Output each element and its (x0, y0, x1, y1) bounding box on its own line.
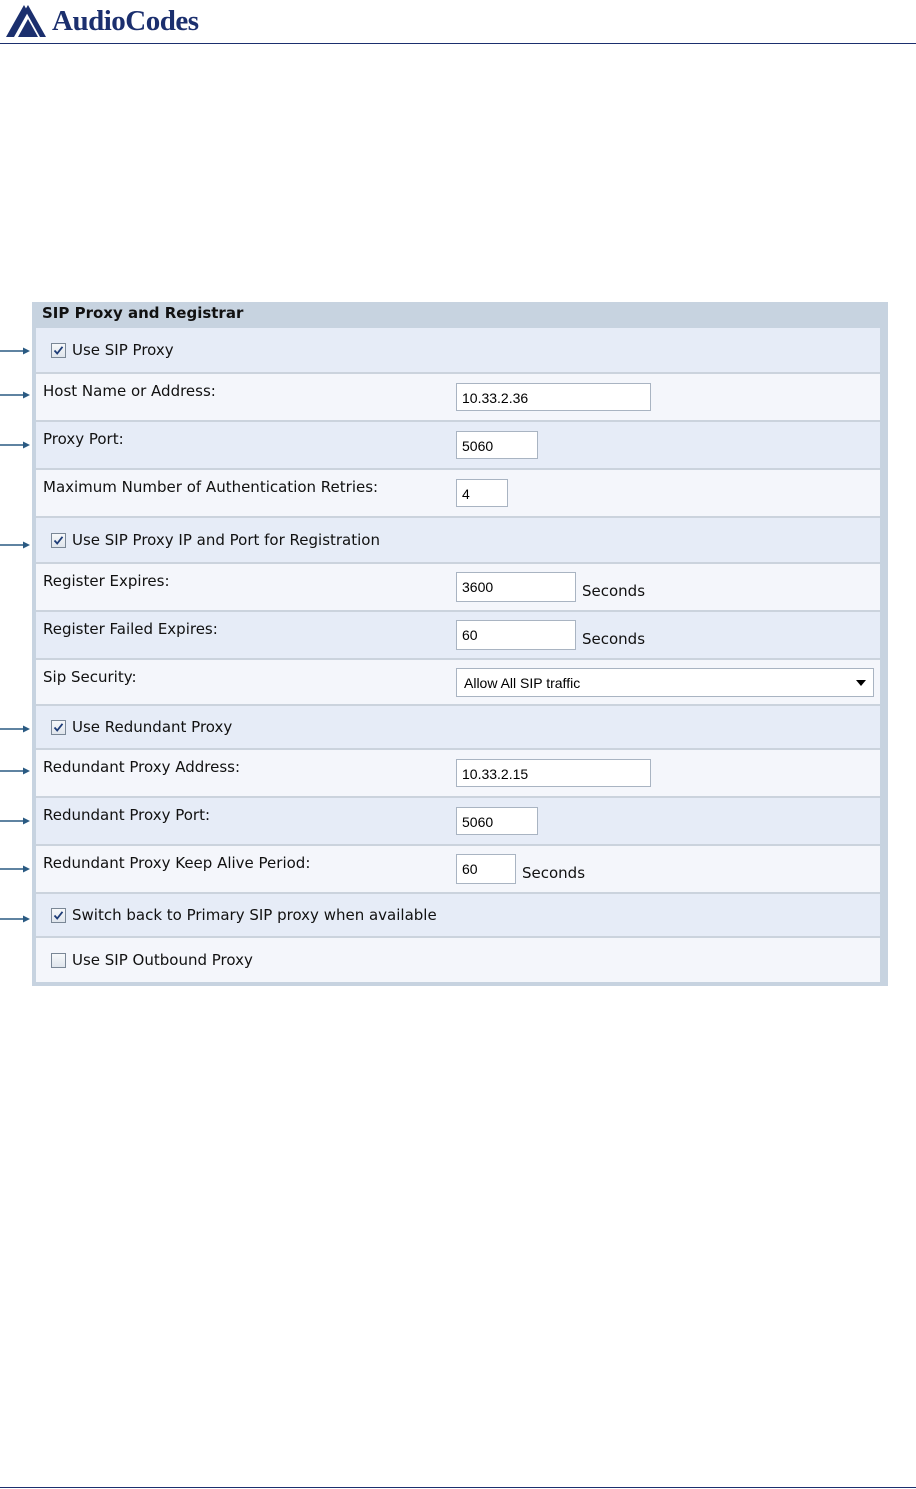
checkbox-checked-icon (51, 720, 66, 735)
redundant-port-label: Redundant Proxy Port: (43, 806, 211, 824)
host-name-row (36, 374, 880, 422)
use-sip-proxy-checkbox[interactable] (51, 328, 174, 372)
callout-arrow-icon (0, 766, 30, 776)
callout-arrow-icon (0, 440, 30, 450)
keep-alive-row (36, 846, 880, 894)
host-name-input[interactable]: 10.33.2.36 (456, 383, 651, 411)
redundant-address-row (36, 750, 880, 798)
callout-arrow-icon (0, 540, 30, 550)
keep-alive-input[interactable]: 60 (456, 854, 516, 884)
use-redundant-proxy-row (36, 706, 880, 750)
max-auth-retries-row (36, 470, 880, 518)
max-auth-retries-input[interactable]: 4 (456, 479, 508, 507)
keep-alive-label: Redundant Proxy Keep Alive Period: (43, 854, 311, 872)
dropdown-arrow-icon (856, 680, 866, 686)
proxy-port-input[interactable]: 5060 (456, 431, 538, 459)
callout-arrow-icon (0, 816, 30, 826)
redundant-address-input[interactable]: 10.33.2.15 (456, 759, 651, 787)
checkbox-checked-icon (51, 533, 66, 548)
page-header (0, 0, 916, 46)
sip-security-selected: Allow All SIP traffic (464, 675, 581, 691)
register-failed-expires-label: Register Failed Expires: (43, 620, 218, 638)
audiocodes-logo-icon (4, 3, 48, 39)
keep-alive-unit: Seconds (522, 864, 586, 882)
use-sip-proxy-label: Use SIP Proxy (72, 341, 174, 359)
register-failed-expires-row (36, 612, 880, 660)
register-expires-row (36, 564, 880, 612)
callout-arrow-icon (0, 914, 30, 924)
register-failed-expires-input[interactable]: 60 (456, 620, 576, 650)
header-rule (0, 43, 916, 44)
outbound-proxy-row (36, 938, 880, 982)
use-ip-port-registration-checkbox[interactable] (51, 518, 380, 562)
use-redundant-proxy-label: Use Redundant Proxy (72, 718, 233, 736)
outbound-proxy-label: Use SIP Outbound Proxy (72, 951, 253, 969)
use-redundant-proxy-checkbox[interactable] (51, 706, 232, 748)
sip-security-select[interactable] (456, 668, 874, 697)
callout-arrow-icon (0, 724, 30, 734)
sip-security-label: Sip Security: (43, 668, 137, 686)
host-name-label: Host Name or Address: (43, 382, 216, 400)
proxy-port-row (36, 422, 880, 470)
sip-proxy-panel (32, 302, 888, 986)
checkbox-checked-icon (51, 908, 66, 923)
outbound-proxy-checkbox[interactable] (51, 938, 253, 982)
sip-security-row (36, 660, 880, 706)
register-expires-unit: Seconds (582, 582, 646, 600)
audiocodes-logo (4, 3, 199, 39)
register-expires-label: Register Expires: (43, 572, 170, 590)
proxy-port-label: Proxy Port: (43, 430, 124, 448)
checkbox-unchecked-icon (51, 953, 66, 968)
panel-title: SIP Proxy and Registrar (42, 304, 244, 322)
register-expires-input[interactable]: 3600 (456, 572, 576, 602)
checkbox-checked-icon (51, 343, 66, 358)
switch-back-label: Switch back to Primary SIP proxy when available (72, 906, 437, 924)
redundant-port-input[interactable]: 5060 (456, 807, 538, 835)
switch-back-row (36, 894, 880, 938)
use-ip-port-registration-row (36, 518, 880, 564)
switch-back-checkbox[interactable] (51, 894, 437, 936)
redundant-port-row (36, 798, 880, 846)
use-ip-port-registration-label: Use SIP Proxy IP and Port for Registration (72, 531, 380, 549)
callout-arrow-icon (0, 346, 30, 356)
callout-arrow-icon (0, 390, 30, 400)
redundant-address-label: Redundant Proxy Address: (43, 758, 241, 776)
use-sip-proxy-row (36, 328, 880, 374)
register-failed-expires-unit: Seconds (582, 630, 646, 648)
max-auth-retries-label: Maximum Number of Authentication Retries: (43, 478, 379, 496)
logo-text: AudioCodes (52, 5, 199, 37)
footer-rule (0, 1487, 916, 1488)
callout-arrow-icon (0, 864, 30, 874)
